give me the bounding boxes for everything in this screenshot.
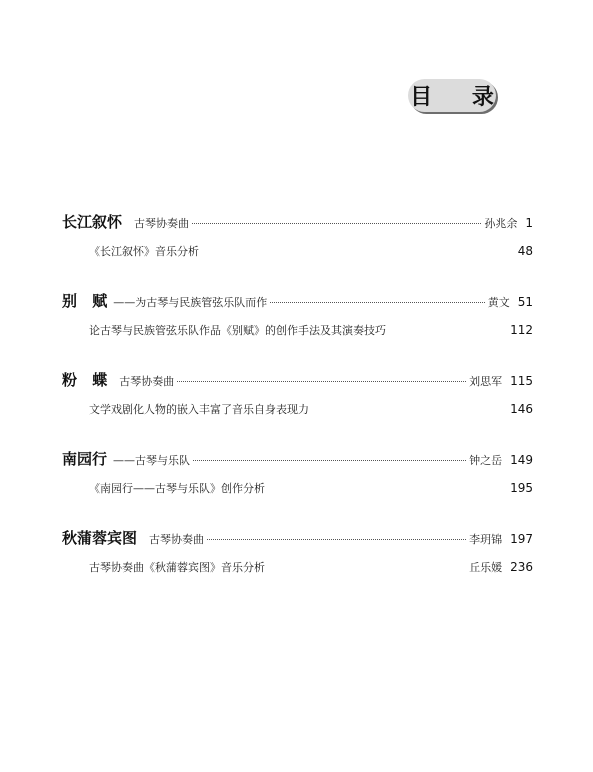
page-number: 51 [517, 295, 533, 309]
analysis-title: 论古琴与民族管弦乐队作品《别赋》的创作手法及其演奏技巧 [89, 324, 386, 337]
analysis-title: 古琴协奏曲《秋蒲蓉宾图》音乐分析 [89, 561, 265, 574]
toc-title: 目 录 [410, 85, 510, 110]
page-number: 146 [510, 402, 533, 416]
page-number: 1 [525, 216, 533, 230]
toc-entry [62, 211, 533, 259]
author: 李玥锦 [469, 533, 503, 546]
dot-leader [193, 460, 466, 461]
toc-entry [62, 448, 533, 496]
page-number: 236 [510, 560, 533, 574]
work-subtitle: 古琴协奏曲 [149, 533, 205, 546]
work-subtitle: ——古琴与乐队 [113, 454, 191, 467]
work-title: 南园行 [62, 450, 108, 468]
dot-leader [177, 381, 466, 382]
toc-entry-main[interactable] [62, 369, 533, 389]
toc-entry-sub[interactable] [62, 243, 533, 259]
work-subtitle: 古琴协奏曲 [119, 375, 175, 388]
work-subtitle: 古琴协奏曲 [134, 217, 190, 230]
page-number: 112 [510, 323, 533, 337]
toc-entry [62, 527, 533, 575]
toc-title-badge [408, 79, 510, 112]
page-number: 149 [510, 453, 533, 467]
dot-leader [192, 223, 481, 224]
toc-entry-sub[interactable] [62, 322, 533, 338]
page-number: 197 [510, 532, 533, 546]
dot-leader [270, 302, 484, 303]
work-title: 粉 蝶 [62, 371, 108, 389]
analysis-title: 文学戏剧化人物的嵌入丰富了音乐自身表现力 [89, 403, 309, 416]
page-number: 115 [510, 374, 533, 388]
toc-entry [62, 369, 533, 417]
page-number: 48 [517, 244, 533, 258]
toc-entry [62, 290, 533, 338]
dot-leader [207, 539, 466, 540]
toc-entry-sub[interactable] [62, 480, 533, 496]
toc-entry-main[interactable] [62, 527, 533, 547]
analysis-title: 《南园行——古琴与乐队》创作分析 [89, 482, 265, 495]
work-title: 别 赋 [62, 292, 108, 310]
author: 刘思军 [469, 375, 503, 388]
page-number: 195 [510, 481, 533, 495]
toc-entry-main[interactable] [62, 211, 533, 231]
work-title: 秋蒲蓉宾图 [62, 529, 138, 547]
author: 孙兆余 [484, 217, 518, 230]
toc-entry-sub[interactable] [62, 559, 533, 575]
author: 丘乐媛 [469, 561, 503, 574]
author: 钟之岳 [469, 454, 503, 467]
toc-entry-main[interactable] [62, 290, 533, 310]
work-title: 长江叙怀 [62, 213, 123, 231]
toc-entry-main[interactable] [62, 448, 533, 468]
author: 黄文 [487, 296, 510, 309]
toc-entry-sub[interactable] [62, 401, 533, 417]
work-subtitle: ——为古琴与民族管弦乐队而作 [113, 296, 268, 309]
analysis-title: 《长江叙怀》音乐分析 [89, 245, 199, 258]
